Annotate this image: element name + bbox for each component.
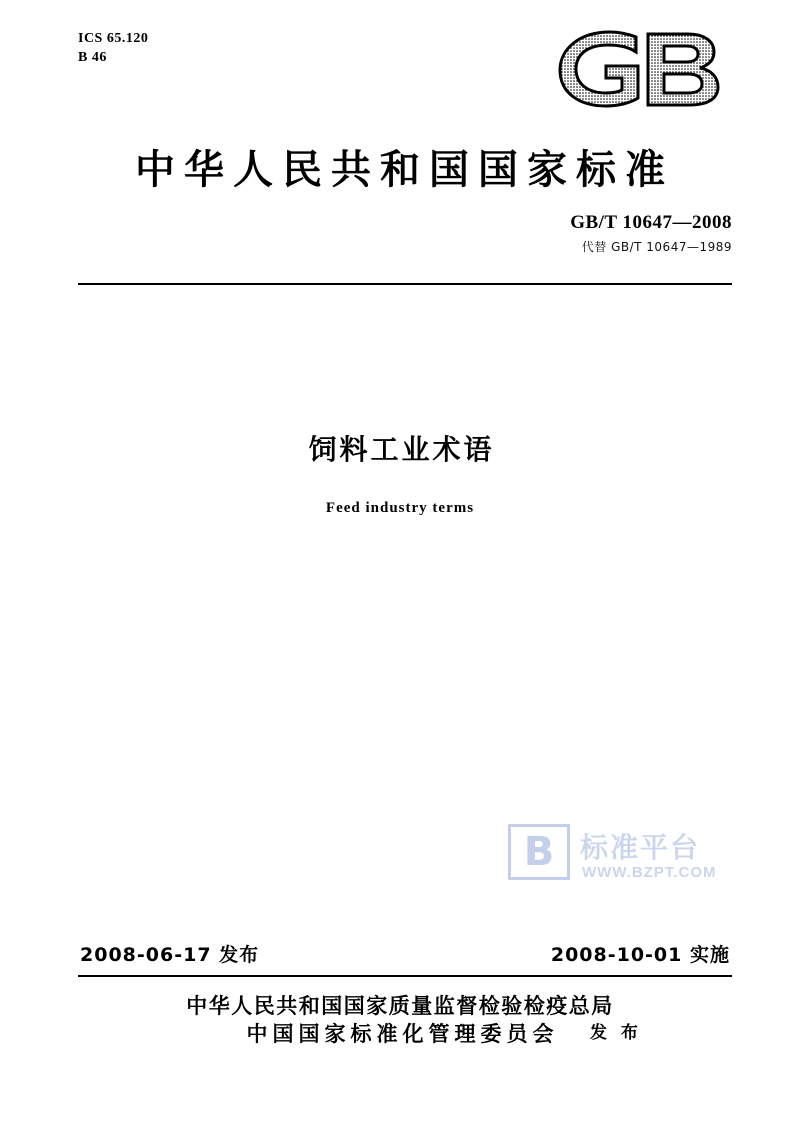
publish-label: 发 布 bbox=[590, 1023, 642, 1043]
classification-code: B 46 bbox=[78, 49, 107, 65]
document-title-en: Feed industry terms bbox=[325, 500, 475, 516]
divider-top bbox=[78, 283, 732, 285]
page-title: 中华人民共和国国家标准 bbox=[135, 147, 674, 193]
standard-number-block bbox=[570, 212, 732, 255]
issuer-organization-1: 中华人民共和国国家质量监督检验检疫总局 bbox=[186, 994, 614, 1018]
standard-number: GB/T 10647—2008 bbox=[570, 212, 732, 233]
gb-emblem-icon bbox=[552, 26, 732, 112]
implementation-date: 2008-10-01 实施 bbox=[550, 944, 730, 966]
issuer-block bbox=[0, 992, 800, 1049]
divider-bottom bbox=[78, 975, 732, 977]
standard-replaces: 代替 GB/T 10647—1989 bbox=[581, 240, 732, 254]
issue-date: 2008-06-17 发布 bbox=[80, 944, 260, 966]
document-title-cn: 饲料工业术语 bbox=[308, 433, 495, 466]
watermark-brand: 标准平台 bbox=[580, 831, 701, 864]
watermark-url: WWW.BZPT.COM bbox=[582, 864, 717, 881]
watermark-logo-icon: B bbox=[508, 824, 570, 880]
issuer-organization-2: 中国国家标准化管理委员会 bbox=[246, 1022, 559, 1047]
ics-code: ICS 65.120 bbox=[78, 31, 149, 46]
watermark bbox=[508, 824, 748, 894]
ics-block bbox=[78, 30, 148, 68]
